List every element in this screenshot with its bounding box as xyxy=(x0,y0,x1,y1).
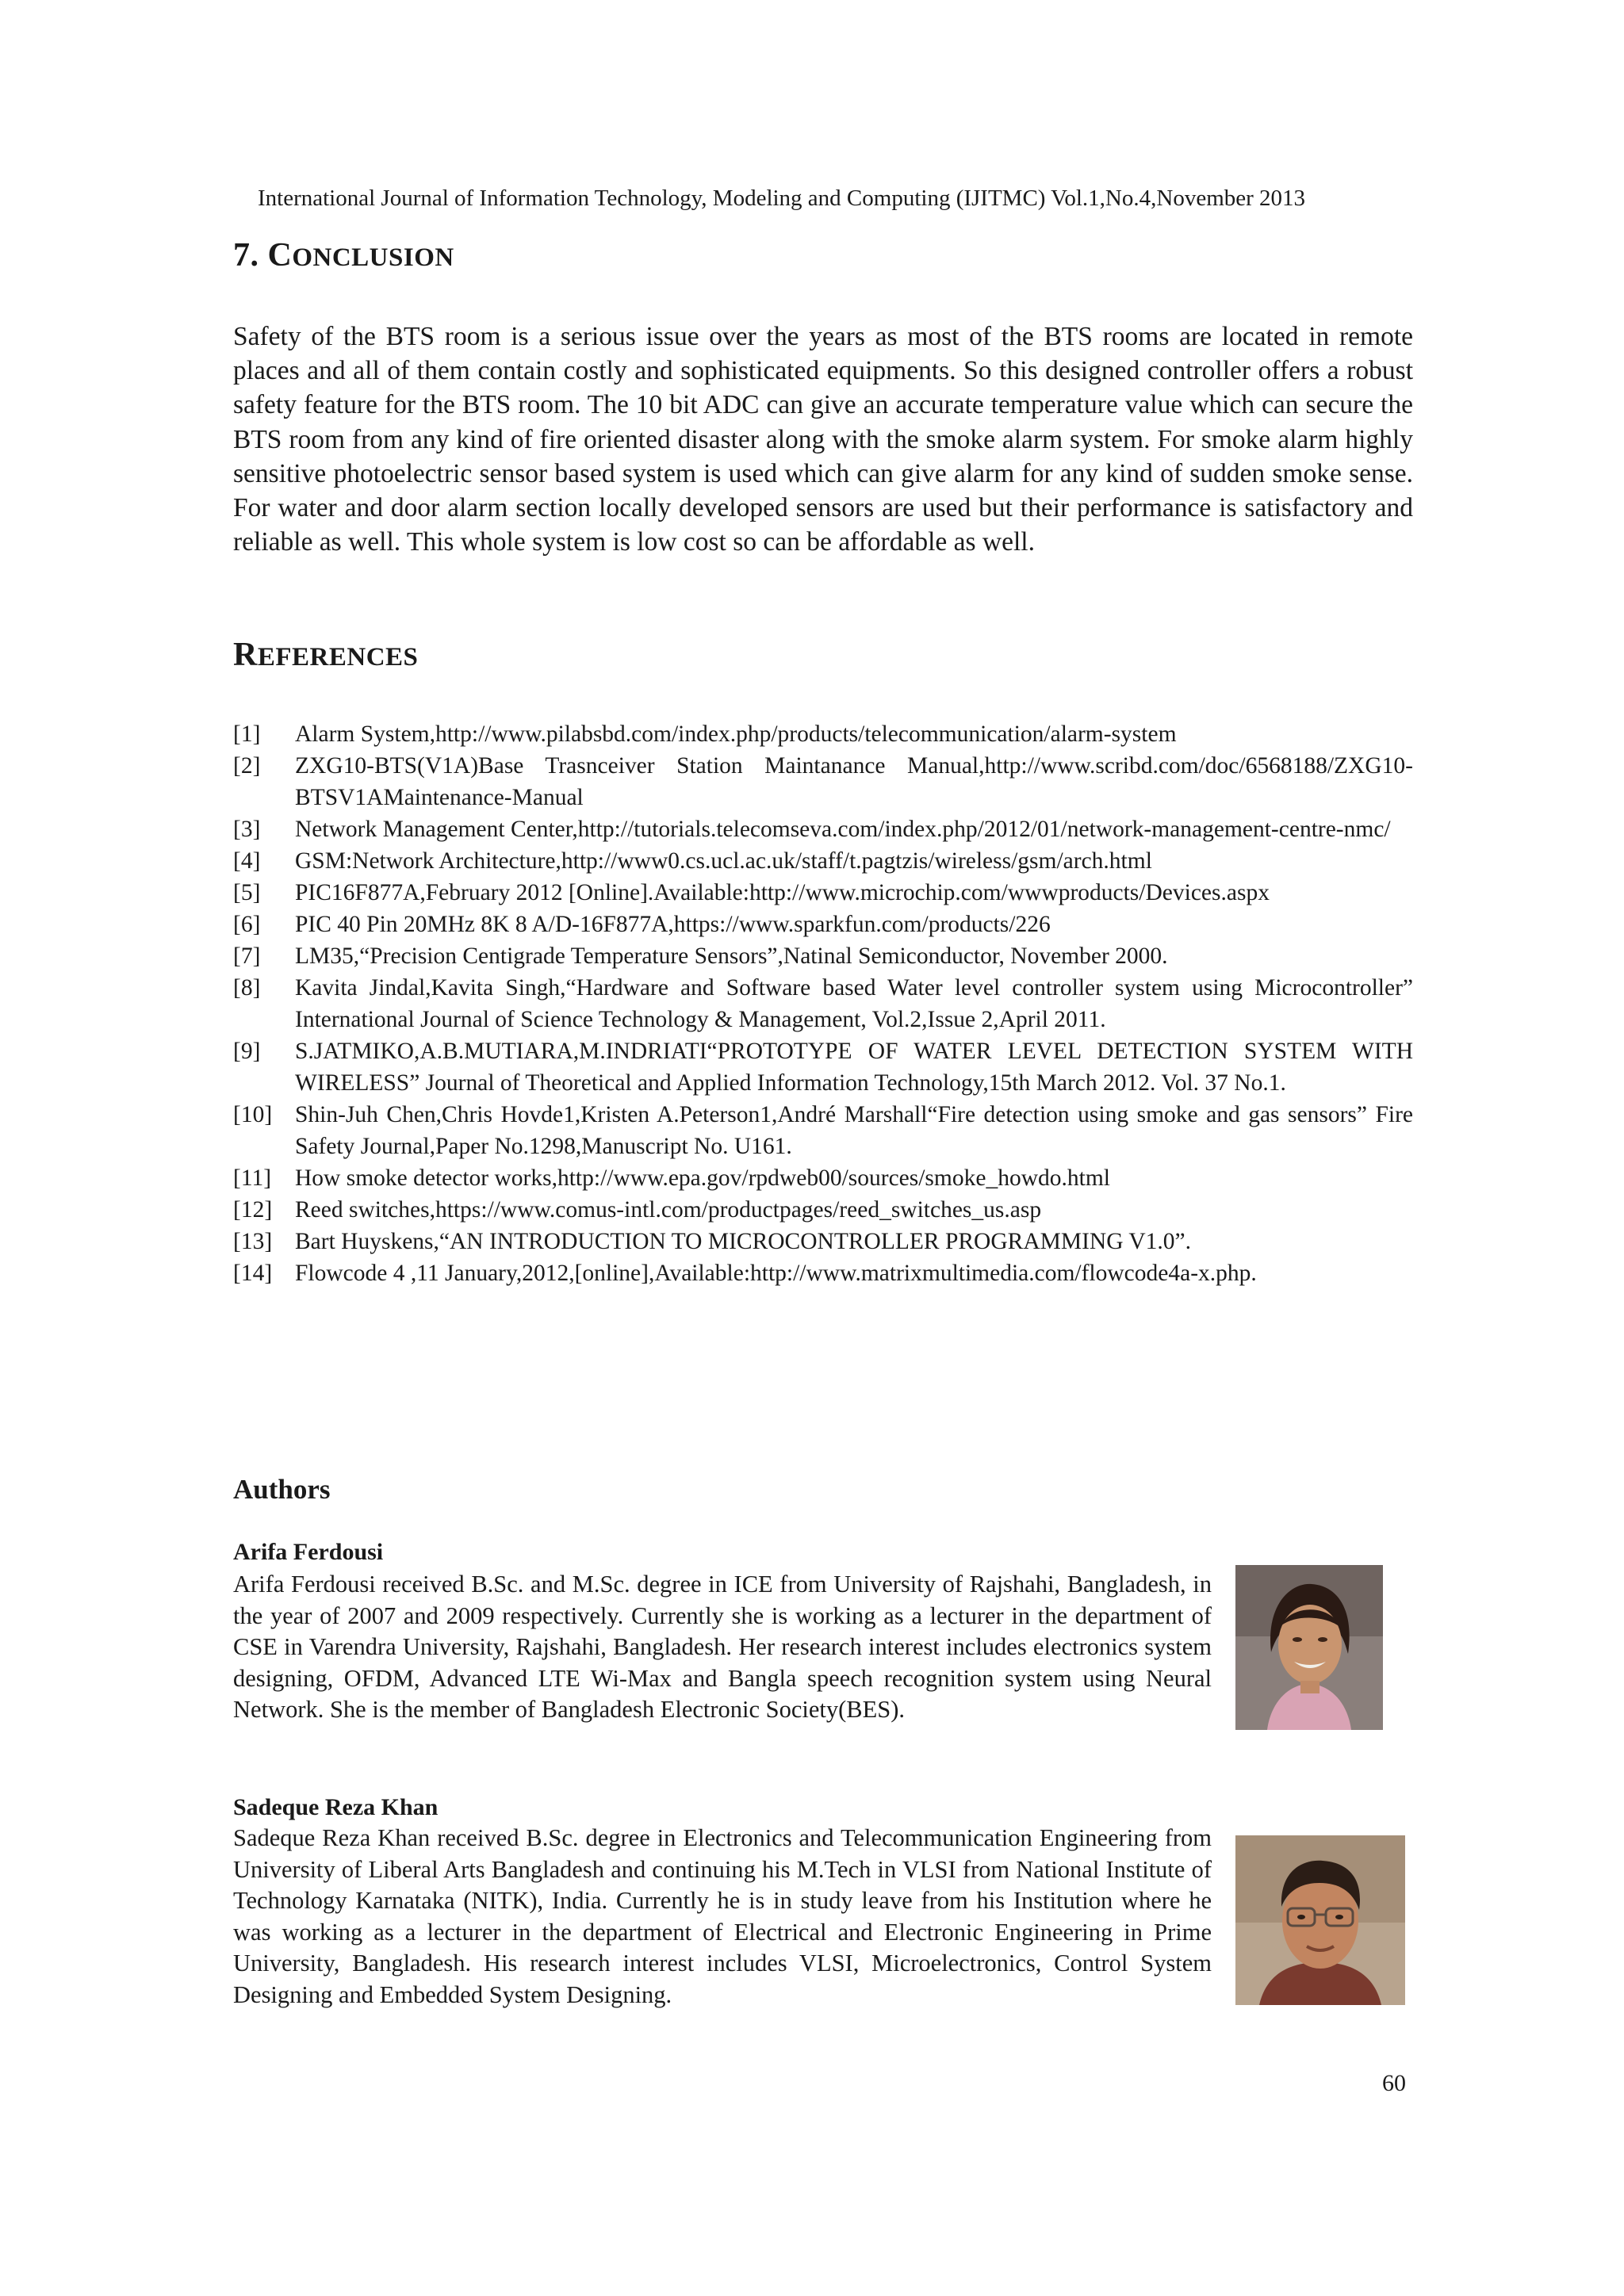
reference-item xyxy=(233,1099,1413,1162)
reference-text: Alarm System,http://www.pilabsbd.com/index.php/products/telecommunication/alarm-system xyxy=(295,721,1177,747)
reference-item xyxy=(233,909,1413,940)
reference-number: [13] xyxy=(233,1229,273,1254)
reference-text: PIC 40 Pin 20MHz 8K 8 A/D-16F877A,https://www.sparkfun.com/products/226 xyxy=(295,912,1051,937)
reference-number: [12] xyxy=(233,1197,273,1223)
reference-item xyxy=(233,940,1413,972)
reference-item xyxy=(233,972,1413,1035)
reference-number: [5] xyxy=(233,880,261,905)
reference-text: Bart Huyskens,“AN INTRODUCTION TO MICROCONTROLLER PROGRAMMING V1.0”. xyxy=(295,1229,1192,1254)
reference-text: Network Management Center,http://tutorials.telecomseva.com/index.php/2012/01/network-management-centre-nmc/ xyxy=(295,817,1391,842)
reference-number: [4] xyxy=(233,848,261,874)
references-title-initial: R xyxy=(233,637,258,673)
reference-text: How smoke detector works,http://www.epa.gov/rpdweb00/sources/smoke_howdo.html xyxy=(295,1165,1110,1191)
reference-item xyxy=(233,877,1413,909)
journal-header: International Journal of Information Technology, Modeling and Computing (IJITMC) Vol.1,No.4,November 2013 xyxy=(258,186,1306,211)
reference-text: S.JATMIKO,A.B.MUTIARA,M.INDRIATI“PROTOTYPE OF WATER LEVEL DETECTION SYSTEM WITH WIRELESS” Journal of Theoretical and Applied Information Technology,15th March 2012. Vol. 37 No.1. xyxy=(295,1039,1413,1096)
reference-number: [6] xyxy=(233,912,261,937)
conclusion-title-initial: C xyxy=(267,237,293,274)
author-photo xyxy=(1235,1835,1405,2005)
reference-number: [10] xyxy=(233,1102,273,1127)
reference-number: [11] xyxy=(233,1165,272,1191)
reference-item xyxy=(233,1194,1413,1226)
references-heading xyxy=(233,635,418,677)
author-bio: Arifa Ferdousi received B.Sc. and M.Sc. degree in ICE from University of Rajshahi, Bangladesh, in the year of 2007 and 2009 respectively. Currently she is working as a lecturer in the department of CSE in Varendra University, Rajshahi, Bangladesh. Her research interest includes electronics system designing, OFDM, Advanced LTE Wi-Max and Bangla speech recognition system using Neural Network. She is the member of Bangladesh Electronic Society(BES). xyxy=(233,1571,1212,1724)
reference-number: [14] xyxy=(233,1261,273,1286)
reference-item xyxy=(233,1035,1413,1099)
reference-text: PIC16F877A,February 2012 [Online].Available:http://www.microchip.com/wwwproducts/Devices.aspx xyxy=(295,880,1270,905)
reference-number: [8] xyxy=(233,975,261,1001)
conclusion-title-rest: ONCLUSION xyxy=(292,243,454,272)
reference-item xyxy=(233,750,1413,813)
conclusion-number: 7. xyxy=(233,237,268,274)
reference-number: [7] xyxy=(233,943,261,969)
reference-list xyxy=(233,718,1413,1289)
reference-number: [1] xyxy=(233,721,261,747)
reference-item xyxy=(233,1162,1413,1194)
references-title-rest: EFERENCES xyxy=(257,643,419,672)
reference-text: LM35,“Precision Centigrade Temperature Sensors”,Natinal Semiconductor, November 2000. xyxy=(295,943,1168,969)
author-name: Sadeque Reza Khan xyxy=(233,1794,439,1820)
reference-text: Flowcode 4 ,11 January,2012,[online],Available:http://www.matrixmultimedia.com/flowcode4a-x.php. xyxy=(295,1261,1257,1286)
reference-text: Shin-Juh Chen,Chris Hovde1,Kristen A.Peterson1,André Marshall“Fire detection using smoke and gas sensors” Fire Safety Journal,Paper No.1298,Manuscript No. U161. xyxy=(295,1102,1413,1159)
conclusion-heading xyxy=(233,235,454,277)
author-photo xyxy=(1235,1565,1383,1730)
reference-number: [3] xyxy=(233,817,261,842)
reference-text: Kavita Jindal,Kavita Singh,“Hardware and Software based Water level controller system using Microcontroller” International Journal of Science Technology & Management, Vol.2,Issue 2,April 2011. xyxy=(295,975,1413,1032)
reference-item xyxy=(233,1257,1413,1289)
authors-heading: Authors xyxy=(233,1474,331,1505)
reference-item xyxy=(233,813,1413,845)
reference-text: GSM:Network Architecture,http://www0.cs.ucl.ac.uk/staff/t.pagtzis/wireless/gsm/arch.html xyxy=(295,848,1152,874)
reference-text: ZXG10-BTS(V1A)Base Trasnceiver Station Maintanance Manual,http://www.scribd.com/doc/6568188/ZXG10-BTSV1AMaintenance-Manual xyxy=(295,753,1413,810)
conclusion-paragraph: Safety of the BTS room is a serious issue over the years as most of the BTS rooms are located in remote places and all of them contain costly and sophisticated equipments. So this designed controller offers a robust safety feature for the BTS room. The 10 bit ADC can give an accurate temperature value which can secure the BTS room from any kind of fire oriented disaster along with the smoke alarm system. For smoke alarm highly sensitive photoelectric sensor based system is used which can give alarm for any kind of sudden smoke sense. For water and door alarm section locally developed sensors are used but their performance is satisfactory and reliable as well. This whole system is low cost so can be affordable as well. xyxy=(233,322,1413,557)
author-name: Arifa Ferdousi xyxy=(233,1539,384,1565)
reference-item xyxy=(233,718,1413,750)
author-bio: Sadeque Reza Khan received B.Sc. degree in Electronics and Telecommunication Engineering from University of Liberal Arts Bangladesh and continuing his M.Tech in VLSI from National Institute of Technology Karnataka (NITK), India. Currently he is in study leave from his Institution where he was working as a lecturer in the department of Electrical and Electronic Engineering in Prime University, Bangladesh. His research interest includes VLSI, Microelectronics, Control System Designing and Embedded System Designing. xyxy=(233,1824,1212,2008)
reference-number: [2] xyxy=(233,753,261,779)
reference-number: [9] xyxy=(233,1039,261,1064)
reference-item xyxy=(233,1226,1413,1257)
reference-text: Reed switches,https://www.comus-intl.com/productpages/reed_switches_us.asp xyxy=(295,1197,1042,1223)
reference-item xyxy=(233,845,1413,877)
page-number: 60 xyxy=(1382,2070,1406,2096)
